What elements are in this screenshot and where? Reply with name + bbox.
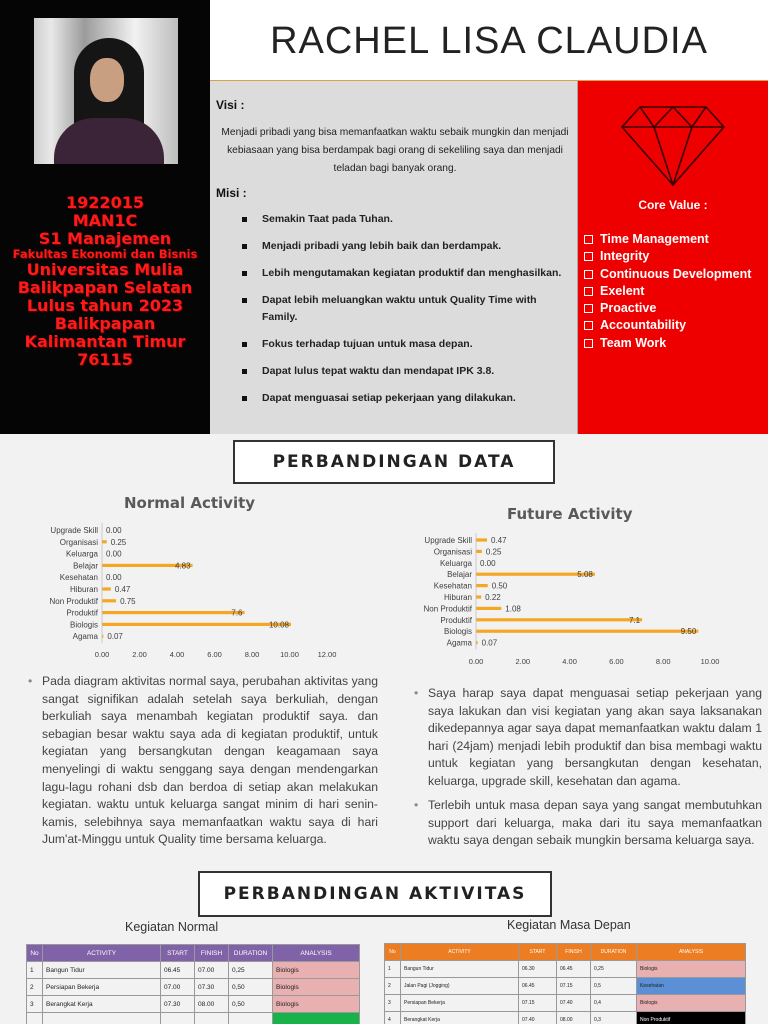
data-label: 7.1	[629, 615, 641, 625]
table-title: Kegiatan Masa Depan	[507, 918, 631, 932]
bar	[102, 540, 107, 543]
profile-province: Kalimantan Timur	[24, 332, 186, 351]
data-label: 0.22	[485, 593, 501, 602]
core-value-title: Core Value :	[638, 198, 708, 212]
data-label: 0.07	[481, 638, 498, 648]
bar	[102, 587, 111, 590]
category-label: Hiburan	[69, 585, 98, 594]
data-label: 0.75	[120, 596, 136, 606]
normal-activity-table	[26, 944, 360, 1024]
column-header: No	[385, 944, 401, 961]
cell: 06.45	[557, 961, 591, 978]
future-activity-table	[384, 943, 746, 1024]
cell: Kesehatan	[637, 978, 746, 995]
cell: 07.15	[557, 978, 591, 995]
bullet-icon: •	[28, 674, 33, 688]
cell	[195, 1013, 229, 1024]
bar	[102, 623, 291, 626]
cell: 0,4	[591, 995, 637, 1012]
column-header: ACTIVITY	[43, 945, 161, 962]
paragraph-text: Saya harap saya dapat menguasai setiap pekerjaan yang saya lakukan dan visi kegiatan yang akan saya laksanakan dikedepannya agar saya dapat memanfaatkan waktu dalam 1 hari (24jam) menjadi lebih produktif dan bisa membagi waktu untuk kegiatan yang bersangkutan dengan kesehatan, keluarga, upgrade skill, kesehatan dan agama.	[428, 686, 762, 788]
cell: 0,3	[591, 1012, 637, 1024]
data-label: 4.83	[174, 561, 191, 571]
profile-program: S1 Manajemen	[38, 229, 172, 248]
cell: 3	[385, 995, 401, 1012]
cell: Biologis	[273, 962, 360, 979]
profile-photo	[34, 18, 178, 164]
cell: 07.00	[195, 962, 229, 979]
profile-faculty: Fakultas Ekonomi dan Bisnis	[12, 247, 198, 261]
section-title-activity: PERBANDINGAN AKTIVITAS	[198, 871, 552, 917]
cell: 0,5	[591, 978, 637, 995]
category-label: Organisasi	[59, 537, 98, 547]
data-label: 0.47	[114, 585, 131, 594]
category-label: Keluarga	[439, 558, 472, 568]
category-label: Biologis	[443, 627, 472, 637]
section-title-data: PERBANDINGAN DATA	[233, 440, 555, 484]
cell: 06.45	[519, 978, 557, 995]
data-label: 0.00	[106, 549, 122, 559]
tick-label: 6.00	[207, 650, 222, 659]
cell: 2	[385, 978, 401, 995]
column-header: ACTIVITY	[401, 944, 519, 961]
cell	[229, 1013, 273, 1024]
column-header: DURATION	[591, 944, 637, 961]
cell: Bangun Tidur	[401, 961, 519, 978]
tick-label: 2.00	[132, 650, 147, 659]
bar	[476, 550, 482, 553]
profile-graduation: Lulus tahun 2023	[26, 296, 184, 315]
cell: 0,50	[229, 996, 273, 1013]
normal-activity-description	[28, 673, 378, 849]
cell	[273, 1013, 360, 1024]
bar	[476, 595, 481, 598]
table-row	[385, 995, 746, 1012]
normal-activity-chart	[0, 490, 360, 665]
category-label: Keluarga	[65, 549, 98, 559]
core-value-item: Integrity	[584, 248, 751, 265]
bar	[476, 630, 698, 633]
category-label: Organisasi	[433, 547, 472, 557]
profile-postcode: 76115	[77, 350, 133, 369]
bullet-icon: •	[414, 686, 419, 700]
category-label: Hiburan	[443, 593, 472, 602]
cell: Bangun Tidur	[43, 962, 161, 979]
cell: 0,50	[229, 979, 273, 996]
cell: Biologis	[637, 961, 746, 978]
cell: Jalan Pagi (Jogging)	[401, 978, 519, 995]
cell: Berangkat Kerja	[43, 996, 161, 1013]
category-label: Agama	[72, 632, 98, 642]
cell: Biologis	[273, 996, 360, 1013]
paragraph-text: Terlebih untuk masa depan saya yang sangat membutuhkan support dari keluarga, maka dari itu saya memanfaatkan waktu saya dengan sebaik mungkin bersama keluarga saya.	[428, 798, 762, 848]
chart-title: Normal Activity	[124, 494, 256, 512]
misi-label: Misi :	[216, 186, 247, 200]
profile-info	[0, 194, 210, 369]
misi-item: Dapat menguasai setiap pekerjaan yang dilakukan.	[242, 390, 572, 407]
category-label: Agama	[446, 638, 472, 648]
table-row	[385, 961, 746, 978]
table-header-row	[27, 945, 360, 962]
data-label: 0.25	[110, 537, 127, 547]
cell: Berangkat Kerja	[401, 1012, 519, 1024]
category-label: Upgrade Skill	[424, 536, 472, 545]
category-label: Non Produktif	[49, 596, 98, 606]
cell: Biologis	[273, 979, 360, 996]
visi-label: Visi :	[216, 98, 245, 112]
profile-id: 1922015	[66, 193, 144, 212]
future-activity-plot	[400, 500, 768, 672]
cell: 07.15	[519, 995, 557, 1012]
future-activity-description	[414, 797, 762, 850]
profile-class: MAN1C	[72, 211, 138, 230]
data-label: 0.47	[490, 536, 507, 545]
bar	[476, 607, 501, 610]
core-value-item: Exelent	[584, 283, 751, 300]
table-row	[27, 996, 360, 1013]
future-activity-chart	[400, 500, 768, 672]
profile-university: Universitas Mulia	[26, 260, 184, 279]
bullet-icon: •	[414, 798, 419, 812]
data-label: 7.6	[231, 608, 243, 618]
column-header: FINISH	[557, 944, 591, 961]
data-label: 1.08	[505, 604, 521, 614]
cell: 0,25	[591, 961, 637, 978]
profile-campus: Balikpapan Selatan	[17, 278, 193, 297]
cell: 06.45	[161, 962, 195, 979]
diamond-icon	[620, 103, 726, 187]
tick-label: 6.00	[609, 657, 624, 666]
profile-panel	[0, 0, 210, 434]
column-header: START	[161, 945, 195, 962]
category-label: Produktif	[440, 615, 472, 625]
bar	[476, 618, 642, 621]
misi-item: Dapat lulus tepat waktu dan mendapat IPK 3.8.	[242, 363, 572, 380]
misi-item: Lebih mengutamakan kegiatan produktif dan menghasilkan.	[242, 265, 572, 282]
table-row	[385, 1012, 746, 1024]
column-header: ANALYSIS	[637, 944, 746, 961]
tick-label: 10.00	[280, 650, 299, 659]
category-label: Belajar	[73, 561, 98, 571]
cell: Persiapan Bekerja	[401, 995, 519, 1012]
chart-title: Future Activity	[507, 505, 633, 523]
column-header: No	[27, 945, 43, 962]
core-value-item: Time Management	[584, 231, 751, 248]
category-label: Produktif	[66, 608, 98, 618]
tick-label: 0.00	[94, 650, 110, 659]
data-label: 0.07	[107, 632, 123, 642]
paragraph-text: Pada diagram aktivitas normal saya, perubahan aktivitas yang sangat signifikan adalah setelah saya berkuliah, dengan berkuliah saya menambah kegiatan produktif saya. dan sebagian besar waktu saya ada di kegiatan produktif, untuk kegiatan yang bersangkutan dengan keagamaan saya menyelingi di waktu senggang saya dengan mendengarkan lagu-lagu rohani dsb dan berdoa di setiap akan melakukan kegiatan. waktu untuk keluarga sangat minim di hari senin-kamis, selebihnya saya memanfaatkan waktu saya di hari Jum'at-Minggu untuk Quality time bersama keluarga.	[42, 674, 378, 847]
cell: 08.00	[195, 996, 229, 1013]
cell: 1	[385, 961, 401, 978]
category-label: Kesehatan	[433, 581, 472, 591]
cell	[161, 1013, 195, 1024]
misi-list	[242, 211, 572, 417]
tick-label: 12.00	[317, 650, 337, 659]
cell: 08.00	[557, 1012, 591, 1024]
column-header: START	[519, 944, 557, 961]
column-header: FINISH	[195, 945, 229, 962]
profile-city: Balikpapan	[54, 314, 156, 333]
visi-text: Menjadi pribadi yang bisa memanfaatkan waktu sebaik mungkin dan menjadi kebiasaan yang bisa berdampak bagi orang di sekeliling saya dan menjadi teladan bagi banyak orang.	[221, 127, 569, 174]
table-row	[27, 962, 360, 979]
misi-item: Dapat lebih meluangkan waktu untuk Quality Time with Family.	[242, 292, 572, 326]
cell: 0,25	[229, 962, 273, 979]
core-value-item: Accountability	[584, 317, 751, 334]
bar	[476, 538, 487, 541]
table-row	[27, 979, 360, 996]
cell: Non Produktif	[637, 1012, 746, 1024]
visi-misi-panel	[210, 81, 578, 434]
bar	[476, 584, 488, 587]
category-label: Kesehatan	[59, 573, 98, 583]
core-value-panel	[578, 81, 768, 434]
cell: 1	[27, 962, 43, 979]
future-activity-description	[414, 685, 762, 791]
tick-label: 10.00	[700, 657, 720, 666]
cell: 4	[385, 1012, 401, 1024]
data-label: 0.00	[480, 558, 496, 568]
category-label: Biologis	[69, 620, 98, 630]
page-title: RACHEL LISA CLAUDIA	[270, 20, 708, 62]
tick-label: 2.00	[515, 657, 531, 666]
tick-label: 8.00	[655, 657, 671, 666]
core-value-list	[584, 231, 751, 352]
misi-item: Fokus terhadap tujuan untuk masa depan.	[242, 336, 572, 353]
core-value-item: Proactive	[584, 300, 751, 317]
data-label: 0.00	[106, 526, 122, 535]
data-label: 5.08	[577, 570, 593, 580]
cell: 07.00	[161, 979, 195, 996]
column-header: ANALYSIS	[273, 945, 360, 962]
core-value-item: Continuous Development	[584, 266, 751, 283]
cell	[27, 1013, 43, 1024]
bar	[102, 611, 245, 614]
data-label: 0.25	[485, 547, 502, 557]
tick-label: 4.00	[562, 657, 577, 666]
cell: 07.40	[557, 995, 591, 1012]
cell: 3	[27, 996, 43, 1013]
data-label: 10.08	[268, 620, 289, 630]
table-header-row	[385, 944, 746, 961]
data-label: 9.50	[680, 627, 697, 637]
cell: Biologis	[637, 995, 746, 1012]
tick-label: 4.00	[169, 650, 185, 659]
misi-item: Menjadi pribadi yang lebih baik dan berdampak.	[242, 238, 572, 255]
name-header	[210, 0, 768, 81]
bar	[102, 599, 116, 602]
tick-label: 0.00	[468, 657, 484, 666]
tick-label: 8.00	[244, 650, 260, 659]
data-label: 0.00	[106, 573, 122, 583]
data-label: 0.50	[491, 581, 508, 591]
cell	[43, 1013, 161, 1024]
misi-item: Semakin Taat pada Tuhan.	[242, 211, 572, 228]
cell: 07.30	[161, 996, 195, 1013]
cell: 2	[27, 979, 43, 996]
cell: 07.40	[519, 1012, 557, 1024]
table-title: Kegiatan Normal	[125, 920, 219, 934]
category-label: Non Produktif	[423, 604, 472, 614]
table-row	[385, 978, 746, 995]
table-row	[27, 1013, 360, 1024]
cell: 07.30	[195, 979, 229, 996]
category-label: Upgrade Skill	[50, 526, 98, 535]
normal-activity-plot	[0, 490, 360, 665]
category-label: Belajar	[447, 570, 472, 580]
column-header: DURATION	[229, 945, 273, 962]
cell: Persiapan Bekerja	[43, 979, 161, 996]
core-value-item: Team Work	[584, 335, 751, 352]
cell: 06.30	[519, 961, 557, 978]
